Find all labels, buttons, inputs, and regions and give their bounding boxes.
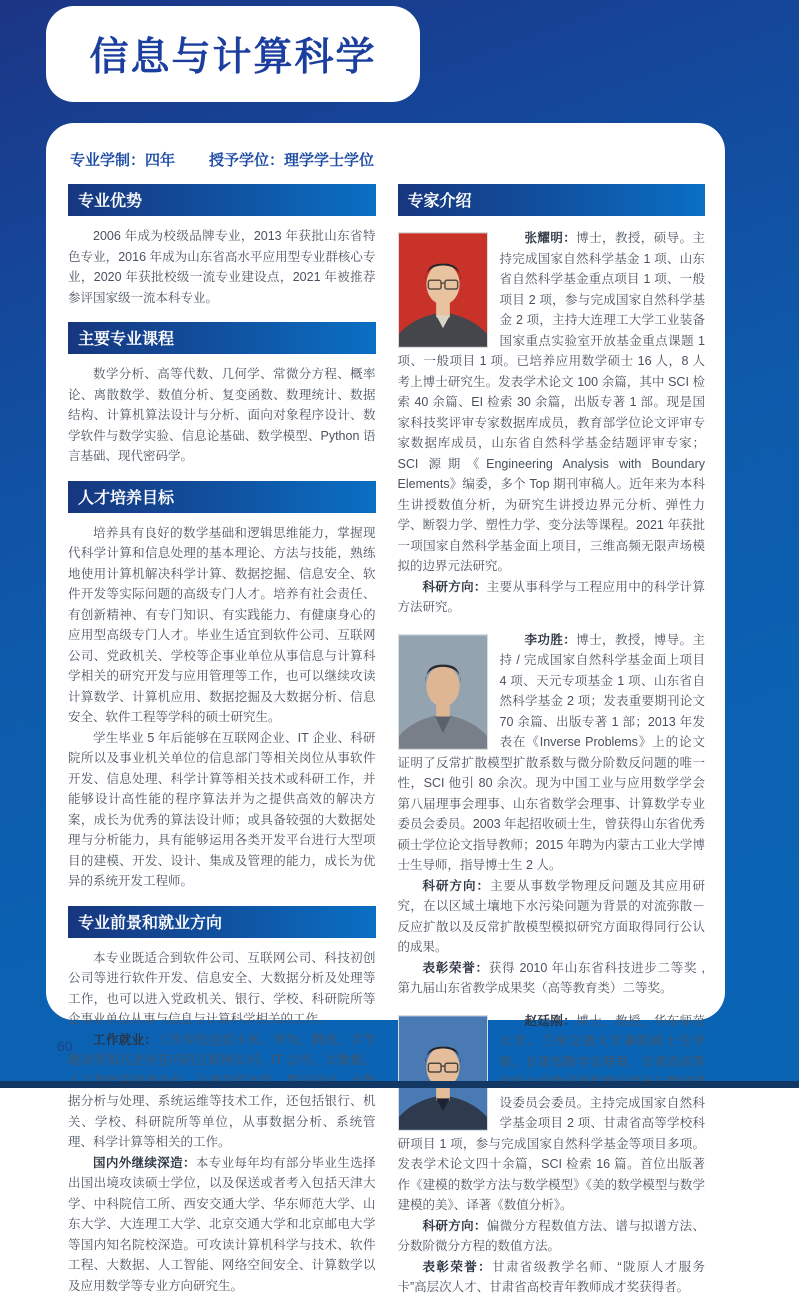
honors-label: 表彰荣誉：: [422, 960, 489, 975]
bottom-border-strip: [0, 1081, 799, 1088]
honors-label: 表彰荣誉：: [422, 1259, 493, 1274]
expert-profile-li-gongsheng: [398, 630, 706, 999]
research-label: 科研方向：: [422, 878, 490, 893]
section-header-advantage: 专业优势: [68, 184, 376, 216]
training-paragraph-1: 培养具有良好的数学基础和逻辑思维能力，掌握现代科学计算和信息处理的基本理论、方法与技能，熟练地使用计算机解决科学计算、数据挖掘、信息安全、软件开发等实际问题的高级专门人才。培养有社会责任、有创新精神、有专门知识、有实践能力、有健康身心的应用型高级专门人才。毕业生适宜到软件公司、互联网公司、党政机关、学校等企事业单位从事信息与计算科学相关的研究开发与应用管理等工作，也可以继续攻读计算数学、计算机应用、数据挖掘及大数据分析、信息安全、软件工程等学科的硕士研究生。: [68, 525, 376, 724]
portrait-photo-zhang-yaoming: [398, 232, 488, 348]
training-paragraph-2: 学生毕业 5 年后能够在互联网企业、IT 企业、科研院所以及事业机关单位的信息部门等相关岗位从事软件开发、信息处理、科学计算等相关技术或科研工作，并能够设计高性能的程序算法并为之提供高效的解决方案，成长为优秀的算法设计师；或具备较强的大数据处理与分析能力，具有能够运用各类开发平台进行大型项目的建模、开发、设计、集成及管理的能力，成长为优异的系统开发工程师。: [68, 730, 376, 888]
expert-name: 赵廷刚：: [524, 1013, 577, 1028]
person-portrait-icon: [399, 1016, 487, 1130]
section-header-experts: 专家介绍: [398, 184, 706, 216]
employment-label: 工作就业：: [93, 1032, 158, 1047]
page-title-card: [46, 6, 420, 102]
portrait-photo-zhao-tinggang: [398, 1015, 488, 1131]
section-header-courses: 主要专业课程: [68, 322, 376, 354]
expert-honors: 表彰荣誉：甘肃省级教学名师、“陇原人才服务卡”高层次人才、甘肃省高校青年教师成才奖获得者。: [397, 1259, 705, 1294]
expert-profile-zhang-yaoming: [398, 228, 706, 618]
expert-research: 科研方向：主要从事数学物理反问题及其应用研究，在以区域土壤地下水污染问题为背景的对流弥散－反应扩散以及反常扩散模型模拟研究方面取得同行公认的成果。: [397, 878, 705, 954]
expert-name: 张耀明：: [524, 231, 577, 245]
research-label: 科研方向：: [422, 1218, 487, 1233]
page-title: 信息与计算科学: [89, 36, 377, 79]
degree-value: 理学学士学位: [284, 152, 375, 169]
expert-bio: 赵廷刚：博士，教授，华东师范大学、兰州交通大学兼职硕士生导师，甘肃省数学会理事、甘肃省高等 设委员会委员。主持完成国家自然科学基金项目 2 项、甘肃省高等学校科研项目 1 项，参与完成国家自然科学基金等项目多项。发表学术论文四十余篇，SCI 检索 16 篇。首位出版著作《建模的数学方法与数学模型》《美的数学模型与数学建模的美》、译著《数值分析》。: [397, 1013, 705, 1212]
advantage-body: 2006 年成为校级品牌专业，2013 年获批山东省特色专业，2016 年成为山东省高水平应用型专业群核心专业，2020 年获批校级一流专业建设点，2021 年被推荐参评国家级一流本科专业。: [68, 229, 376, 305]
expert-name: 李功胜：: [524, 632, 577, 647]
prospects-paragraph-employment: 工作就业：工作单位包括小米、华为、腾讯、字节跳动等知名企业在内的互联网公司、IT 公司、大数据、 据分析与处理、系统运维等技术工作，还包括银行、机关、学校、科研院所等单位，从事数据分析、系统管理、科学计算等相关的工作。: [68, 1032, 376, 1149]
section-header-prospects: 专业前景和就业方向: [68, 906, 376, 938]
portrait-photo-li-gongsheng: [398, 634, 488, 750]
duration-value: 四年: [145, 152, 176, 169]
prospects-paragraph-1: 本专业既适合到软件公司、互联网公司、科技初创公司等进行软件开发、信息安全、大数据分析及处理等工作，也可以进入党政机关、银行、学校、科研院所等企事业单位从事与信息与计算科学相关的工作。: [68, 950, 376, 1026]
person-portrait-icon: [399, 233, 487, 347]
page-number: 60: [57, 1038, 73, 1054]
degree-label: 授予学位：: [209, 152, 285, 169]
expert-profile-zhao-tinggang: [398, 1011, 706, 1298]
prospects-paragraph-further-study: 国内外继续深造：本专业每年均有部分毕业生选择出国出境攻读硕士学位，以及保送或者考入包括天津大学、中科院信工所、西安交通大学、华东师范大学、山东大学、大连理工大学、北京交通大学和北京邮电大学等国内知名院校深造。可攻读计算机科学与技术、软件工程、大数据、人工智能、网络空间安全、计算数学以及应用数学等专业方向研究生。: [68, 1155, 376, 1293]
expert-bio: 李功胜：博士，教授，博导。主持 / 完成国家自然科学基金面上项目 4 项、天元专项基金 1 项、山东省自然科学基金 2 项；发表重要期刊论文 70 余篇、出版专著 1 部；2013 年发表在《Inverse Problems》上的论文证明了反常扩散模型扩散系数与微分阶数反问题的唯一性，SCI 他引 80 余次。现为中国工业与应用数学学会第八届理事会理事、山东省数学会理事、计算数学专业委员会委员。2003 年起招收硕士生，曾获得山东省优秀硕士学位论文指导教师；2015 年聘为内蒙古工业大学博士生导师，指导博士生 2 人。: [397, 632, 705, 872]
expert-honors: 表彰荣誉：获得 2010 年山东省科技进步二等奖 , 第九届山东省教学成果奖（高等教育类）二等奖。: [397, 960, 705, 995]
expert-bio: 张耀明：博士，教授，硕导。主持完成国家自然科学基金 1 项、山东省自然科学基金重点项目 1 项、一般项目 2 项，参与完成国家自然科学基金 2 项，主持大连理工大学工业装备国家重点实验室开放基金重点课题 1 项、一般项目 1 项。已培养应用数学硕士 16 人，8 人考上博士研究生。发表学术论文 100 余篇，其中 SCI 检索 40 余篇、EI 检索 30 余篇，出版专著 1 部。现是国家科技奖评审专家数据库成员，教育部学位论文评审专家数据库成员，山东省自然科学基金结题评审专家；SCI 源期《Engineering Analysis with Boundary Elements》编委，多个 Top 期刊审稿人。近年来为本科生讲授数值分析，为研究生讲授边界元分析、弹性力学、断裂力学、塑性力学、变分法等课程。2021 年获批一项国家自然科学基金面上项目，三维高频无限声场模拟的边界元法研究。: [397, 231, 705, 573]
left-column: [68, 174, 376, 1296]
person-portrait-icon: [399, 635, 487, 749]
right-column: [398, 174, 706, 1298]
expert-research: 科研方向：偏微分方程数值方法、谱与拟谱方法、分数阶微分方程的数值方法。: [397, 1218, 705, 1253]
research-label: 科研方向：: [422, 579, 487, 594]
section-header-training: 人才培养目标: [68, 481, 376, 513]
program-meta: [70, 149, 703, 170]
courses-body: 数学分析、高等代数、几何学、常微分方程、概率论、离散数学、数值分析、复变函数、数理统计、数据结构、计算机算法设计与分析、面向对象程序设计、数学软件与数学实验、信息论基础、数学模型、Python 语言基础、现代密码学。: [68, 367, 376, 463]
expert-research: 科研方向：主要从事科学与工程应用中的科学计算方法研究。: [397, 579, 705, 614]
further-study-label: 国内外继续深造：: [93, 1155, 196, 1170]
duration-label: 专业学制：: [70, 152, 146, 169]
